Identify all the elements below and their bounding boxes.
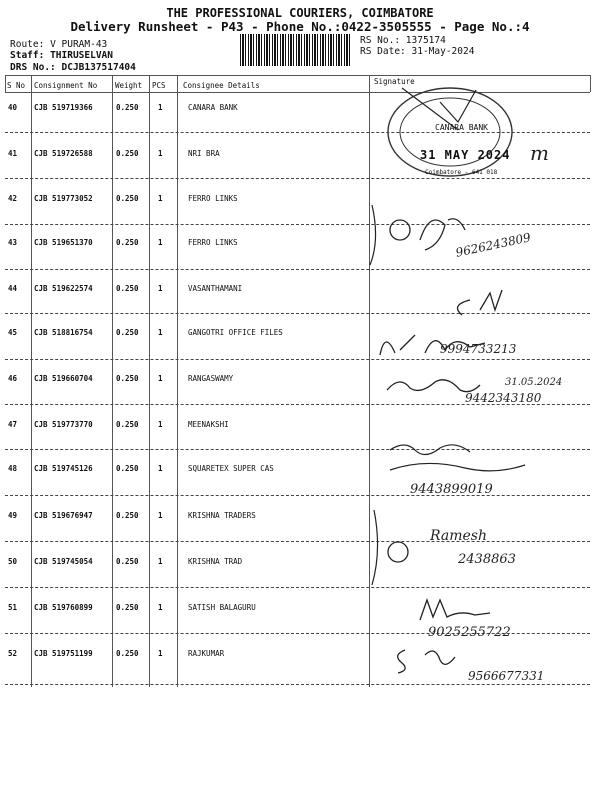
rs-date-value: 31-May-2024 [411, 46, 475, 57]
route-label: Route: [10, 39, 45, 50]
staff-value: THIRUSELVAN [50, 50, 113, 61]
cell-consignee: KRISHNA TRAD [188, 557, 243, 566]
cell-weight: 0.250 [116, 420, 139, 429]
cell-consignee: VASANTHAMANI [188, 284, 243, 293]
cell-sno: 46 [8, 374, 18, 383]
sig-51-phone: 9025255722 [428, 625, 511, 640]
cell-consignment: CJB 519676947 [34, 511, 93, 520]
signature-52 [390, 645, 460, 675]
signature-44 [440, 285, 520, 320]
cell-pcs: 1 [158, 238, 163, 247]
cell-sno: 49 [8, 511, 18, 520]
sig-42-phone: 9626243809 [454, 230, 532, 260]
cell-consignee: FERRO LINKS [188, 194, 238, 203]
cell-consignment: CJB 519773770 [34, 420, 93, 429]
cell-consignment: CJB 519651370 [34, 238, 93, 247]
cell-pcs: 1 [158, 420, 163, 429]
cell-pcs: 1 [158, 464, 163, 473]
sig-50-name: Ramesh [430, 528, 487, 544]
row-separator [5, 541, 590, 542]
col-header-consignee: Consignee Details [183, 81, 260, 90]
cell-pcs: 1 [158, 328, 163, 337]
col-divider [149, 75, 150, 687]
cell-sno: 41 [8, 149, 18, 158]
stamp-date: 31 MAY 2024 [420, 148, 511, 162]
sig-46-date: 31.05.2024 [505, 377, 563, 388]
runsheet-subtitle: Delivery Runsheet - P43 - Phone No.:0422-3505555 - Page No.:4 [70, 19, 530, 34]
cell-consignee: RAJKUMAR [188, 649, 225, 658]
cell-weight: 0.250 [116, 374, 139, 383]
cell-consignee: KRISHNA TRADERS [188, 511, 256, 520]
col-divider [112, 75, 113, 687]
bank-stamp [380, 82, 549, 182]
table-top-border [5, 75, 590, 76]
cell-weight: 0.250 [116, 649, 139, 658]
cell-consignee: SQUARETEX SUPER CAS [188, 464, 274, 473]
cell-weight: 0.250 [116, 557, 139, 566]
rs-date-line [360, 46, 474, 57]
cell-weight: 0.250 [116, 238, 139, 247]
col-header-consignment: Consignment No [34, 81, 98, 90]
sig-52-phone: 9566677331 [468, 669, 545, 683]
signature-51 [415, 595, 495, 625]
cell-consignment: CJB 519773052 [34, 194, 93, 203]
sig-48-phone: 9443899019 [410, 482, 493, 497]
staff-label: Staff: [10, 50, 45, 61]
col-divider [177, 75, 178, 687]
cell-consignment: CJB 519751199 [34, 649, 93, 658]
col-header-sno: S No [7, 81, 26, 90]
rs-no-value: 1375174 [405, 35, 446, 46]
sig-45-phone: 9994733213 [440, 342, 517, 356]
cell-sno: 42 [8, 194, 18, 203]
cell-sno: 40 [8, 103, 18, 112]
col-header-signature: Signature [374, 77, 415, 86]
cell-consignment: CJB 519660704 [34, 374, 93, 383]
stamp-place: Coimbatore - 641 018 [425, 169, 498, 176]
route-value: V PURAM-43 [50, 39, 108, 50]
cell-consignment: CJB 519745126 [34, 464, 93, 473]
cell-pcs: 1 [158, 374, 163, 383]
cell-consignee: GANGOTRI OFFICE FILES [188, 328, 283, 337]
cell-sno: 43 [8, 238, 18, 247]
cell-consignee: CANARA BANK [188, 103, 238, 112]
cell-weight: 0.250 [116, 511, 139, 520]
row-separator [5, 587, 590, 588]
row-separator [5, 359, 590, 360]
route-line [10, 39, 107, 50]
cell-sno: 47 [8, 420, 18, 429]
cell-consignment: CJB 519622574 [34, 284, 93, 293]
rs-date-label: RS Date: [360, 46, 406, 57]
cell-consignment: CJB 518816754 [34, 328, 93, 337]
col-header-pcs: PCS [152, 81, 166, 90]
cell-weight: 0.250 [116, 328, 139, 337]
drs-label: DRS No.: [10, 62, 56, 73]
stamp-bank-name: CANARA BANK [435, 123, 488, 132]
sig-50-number: 2438863 [458, 552, 516, 567]
rs-no-line [360, 35, 446, 46]
cell-sno: 52 [8, 649, 18, 658]
rs-no-label: RS No.: [360, 35, 401, 46]
cell-sno: 50 [8, 557, 18, 566]
cell-consignee: SATISH BALAGURU [188, 603, 256, 612]
cell-consignment: CJB 519726588 [34, 149, 93, 158]
barcode [240, 34, 352, 66]
cell-consignee: MEENAKSHI [188, 420, 229, 429]
cell-consignment: CJB 519760899 [34, 603, 93, 612]
cell-pcs: 1 [158, 103, 163, 112]
cell-weight: 0.250 [116, 603, 139, 612]
col-divider [369, 75, 370, 687]
cell-pcs: 1 [158, 194, 163, 203]
cell-weight: 0.250 [116, 103, 139, 112]
cell-consignee: FERRO LINKS [188, 238, 238, 247]
cell-weight: 0.250 [116, 149, 139, 158]
cell-weight: 0.250 [116, 284, 139, 293]
cell-pcs: 1 [158, 511, 163, 520]
cell-sno: 51 [8, 603, 18, 612]
row-separator [5, 684, 590, 685]
col-divider [31, 75, 32, 687]
cell-consignment: CJB 519745054 [34, 557, 93, 566]
drs-line [10, 62, 136, 73]
cell-weight: 0.250 [116, 464, 139, 473]
cell-pcs: 1 [158, 557, 163, 566]
cell-pcs: 1 [158, 284, 163, 293]
cell-consignment: CJB 519719366 [34, 103, 93, 112]
staff-line [10, 50, 113, 61]
drs-value: DCJB137517404 [61, 62, 136, 73]
cell-consignee: NRI BRA [188, 149, 220, 158]
row-separator [5, 495, 590, 496]
cell-sno: 48 [8, 464, 18, 473]
cell-weight: 0.250 [116, 194, 139, 203]
svg-text:m: m [530, 141, 549, 165]
company-title: THE PROFESSIONAL COURIERS, COIMBATORE [166, 6, 434, 20]
cell-pcs: 1 [158, 649, 163, 658]
cell-consignee: RANGASWAMY [188, 374, 234, 383]
cell-pcs: 1 [158, 149, 163, 158]
cell-pcs: 1 [158, 603, 163, 612]
cell-sno: 44 [8, 284, 18, 293]
cell-sno: 45 [8, 328, 18, 337]
signature-49-50 [372, 510, 442, 585]
col-header-weight: Weight [115, 81, 143, 90]
sig-46-phone: 9442343180 [465, 391, 542, 405]
signature-48 [385, 440, 535, 480]
